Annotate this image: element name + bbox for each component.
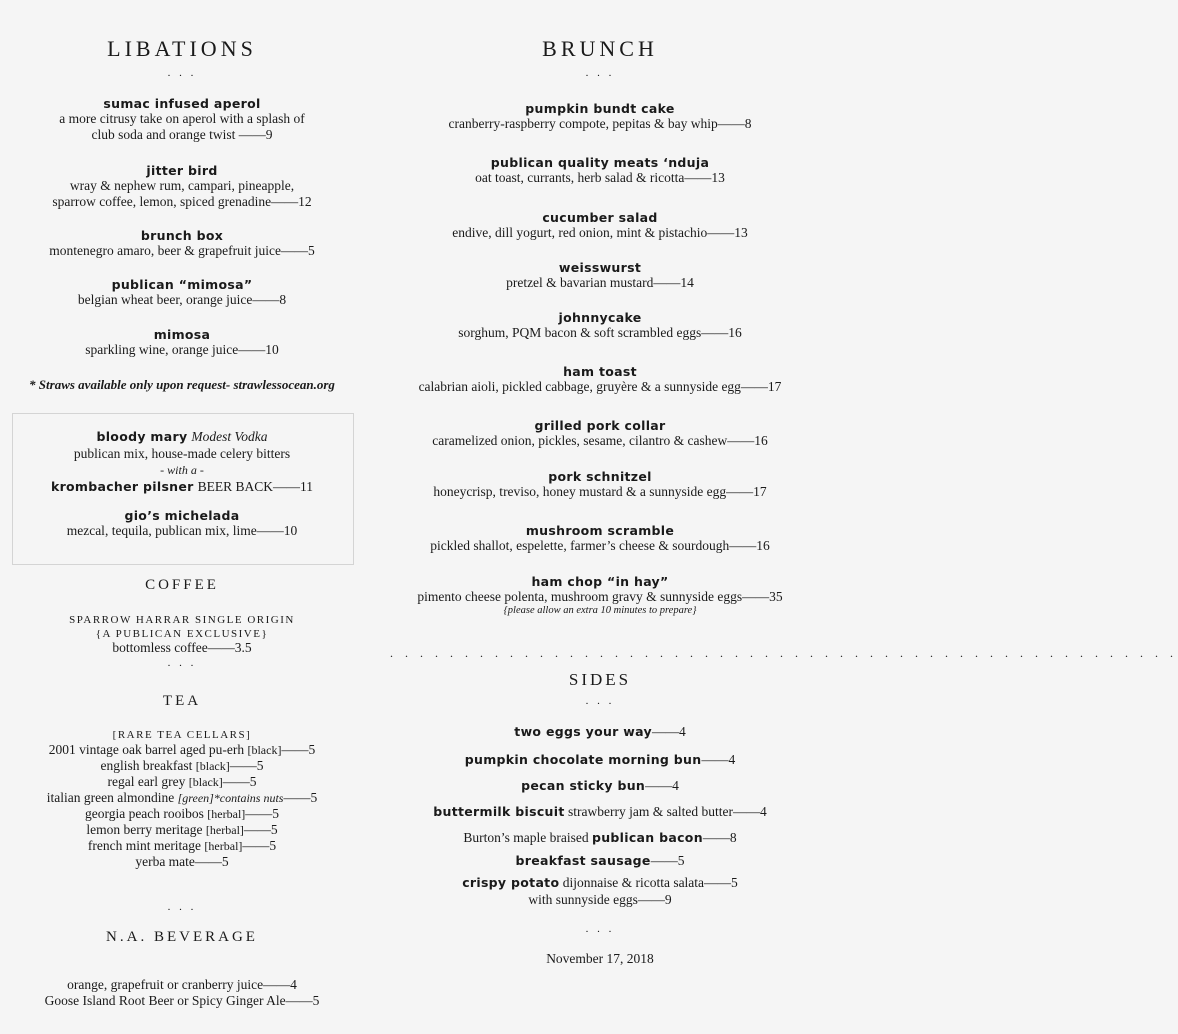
item-desc: a more citrusy take on aperol with a splash of (59, 111, 305, 126)
side-item: pecan sticky bun——4 (521, 778, 679, 793)
tea-title: TEA (162, 693, 202, 709)
coffee-origin: SPARROW HARRAR SINGLE ORIGIN (69, 614, 295, 626)
libations-dots: . . . (167, 67, 197, 79)
coffee-title: COFFEE (145, 577, 219, 593)
item-desc: sparkling wine, orange juice——10 (85, 342, 279, 357)
tea-list (0, 729, 364, 870)
tea-item: georgia peach rooibos [herbal]——5 (84, 806, 280, 821)
item-desc: montenegro amaro, beer & grapefruit juice——5 (49, 243, 315, 258)
item-name: sumac infused aperol (103, 96, 261, 111)
michelada-item (0, 508, 364, 539)
with-a-label: - with a - (160, 463, 204, 477)
vodka-label: Modest Vodka (191, 429, 268, 444)
item-desc: sparrow coffee, lemon, spiced grenadine——12 (52, 194, 312, 209)
item-name: publican “mimosa” (111, 277, 253, 292)
brunch-item: ham chop “in hay” pimento cheese polenta, mushroom gravy & sunnyside eggs——35 {please allow an extra 10 minutes to prepare} (380, 574, 820, 617)
item-desc: club soda and orange twist ——9 (91, 127, 273, 142)
bloody-mary-item (0, 428, 364, 496)
brunch-item: publican quality meats ‘nduja oat toast, currants, herb salad & ricotta——13 (475, 155, 725, 185)
item-name: mimosa (153, 327, 211, 342)
brunch-item: pork schnitzel honeycrisp, treviso, honey mustard & a sunnyside egg——17 (433, 469, 767, 499)
coffee-price: bottomless coffee——3.5 (112, 640, 252, 655)
libation-item (0, 327, 364, 358)
tea-item: lemon berry meritage [herbal]——5 (86, 822, 278, 837)
sides-title: SIDES (568, 670, 632, 689)
brunch-item: cucumber salad endive, dill yogurt, red onion, mint & pistachio——13 (452, 210, 748, 240)
ham-chop-note: {please allow an extra 10 minutes to prepare} (503, 605, 697, 616)
side-item: buttermilk biscuit strawberry jam & salted butter——4 (433, 804, 767, 819)
item-name: bloody mary (96, 429, 188, 444)
item-name: brunch box (140, 228, 224, 243)
libation-item (0, 163, 364, 210)
side-item: breakfast sausage——5 (515, 853, 685, 868)
libation-item (0, 96, 364, 143)
brunch-item: johnnycake sorghum, PQM bacon & soft scrambled eggs——16 (458, 310, 742, 340)
sides-dots: . . . (585, 695, 615, 707)
libations-title: LIBATIONS (107, 36, 257, 61)
tea-item: yerba mate——5 (135, 854, 229, 869)
side-item: crispy potato dijonnaise & ricotta salata——5 (462, 875, 738, 890)
straws-note: * Straws available only upon request- strawlessocean.org (29, 377, 335, 392)
brunch-item: ham toast calabrian aioli, pickled cabbage, gruyère & a sunnyside egg——17 (418, 364, 782, 394)
brunch-item: mushroom scramble pickled shallot, espelette, farmer’s cheese & sourdough——16 (430, 523, 770, 553)
tea-dots: . . . (167, 901, 197, 913)
item-desc: wray & nephew rum, campari, pineapple, (69, 178, 295, 193)
libation-item (0, 228, 364, 259)
item-desc: publican mix, house-made celery bitters (73, 446, 291, 461)
tea-item: english breakfast [black]——5 (100, 758, 264, 773)
item-desc: belgian wheat beer, orange juice——8 (77, 292, 287, 307)
tea-item: french mint meritage [herbal]——5 (87, 838, 277, 853)
brunch-item: grilled pork collar caramelized onion, pickles, sesame, cilantro & cashew——16 (432, 418, 768, 448)
coffee-exclusive: {A PUBLICAN EXCLUSIVE} (95, 628, 269, 640)
brunch-title: BRUNCH (542, 36, 658, 61)
brunch-dots: . . . (585, 67, 615, 79)
beer-back-label: BEER BACK——11 (197, 479, 314, 494)
libation-item (0, 277, 364, 308)
coffee-dots: . . . (167, 657, 197, 669)
side-item: two eggs your way——4 (514, 724, 686, 739)
sides-dots-bottom: . . . (585, 923, 615, 935)
na-list (0, 977, 364, 1009)
section-divider: . . . . . . . . . . . . . . . . . . . . . . . . . . . . . . . . . . . . . . . . . . . . . . . . . . . . . (390, 646, 1178, 660)
na-item: Goose Island Root Beer or Spicy Ginger Ale——5 (44, 993, 320, 1008)
side-item: Burton’s maple braised publican bacon——8 (463, 830, 737, 845)
na-beverage-title: N.A. BEVERAGE (106, 929, 258, 945)
side-item-line2: with sunnyside eggs——9 (528, 892, 672, 907)
brunch-item: weisswurst pretzel & bavarian mustard——14 (506, 260, 694, 290)
tea-item: italian green almondine [green]*contains nuts——5 (46, 790, 318, 805)
item-name: jitter bird (146, 163, 218, 178)
tea-item: regal earl grey [black]——5 (107, 774, 257, 789)
item-name: gio’s michelada (124, 508, 240, 523)
na-item: orange, grapefruit or cranberry juice——4 (67, 977, 297, 992)
coffee-block (0, 614, 364, 668)
side-item: pumpkin chocolate morning bun——4 (464, 752, 736, 767)
brunch-item: pumpkin bundt cake cranberry-raspberry compote, pepitas & bay whip——8 (448, 101, 752, 131)
menu-date: November 17, 2018 (546, 951, 654, 966)
item-desc: mezcal, tequila, publican mix, lime——10 (66, 523, 298, 538)
tea-item: 2001 vintage oak barrel aged pu-erh [black]——5 (48, 742, 316, 757)
pilsner-name: krombacher pilsner (50, 479, 194, 494)
tea-header: [RARE TEA CELLARS] (112, 729, 252, 741)
